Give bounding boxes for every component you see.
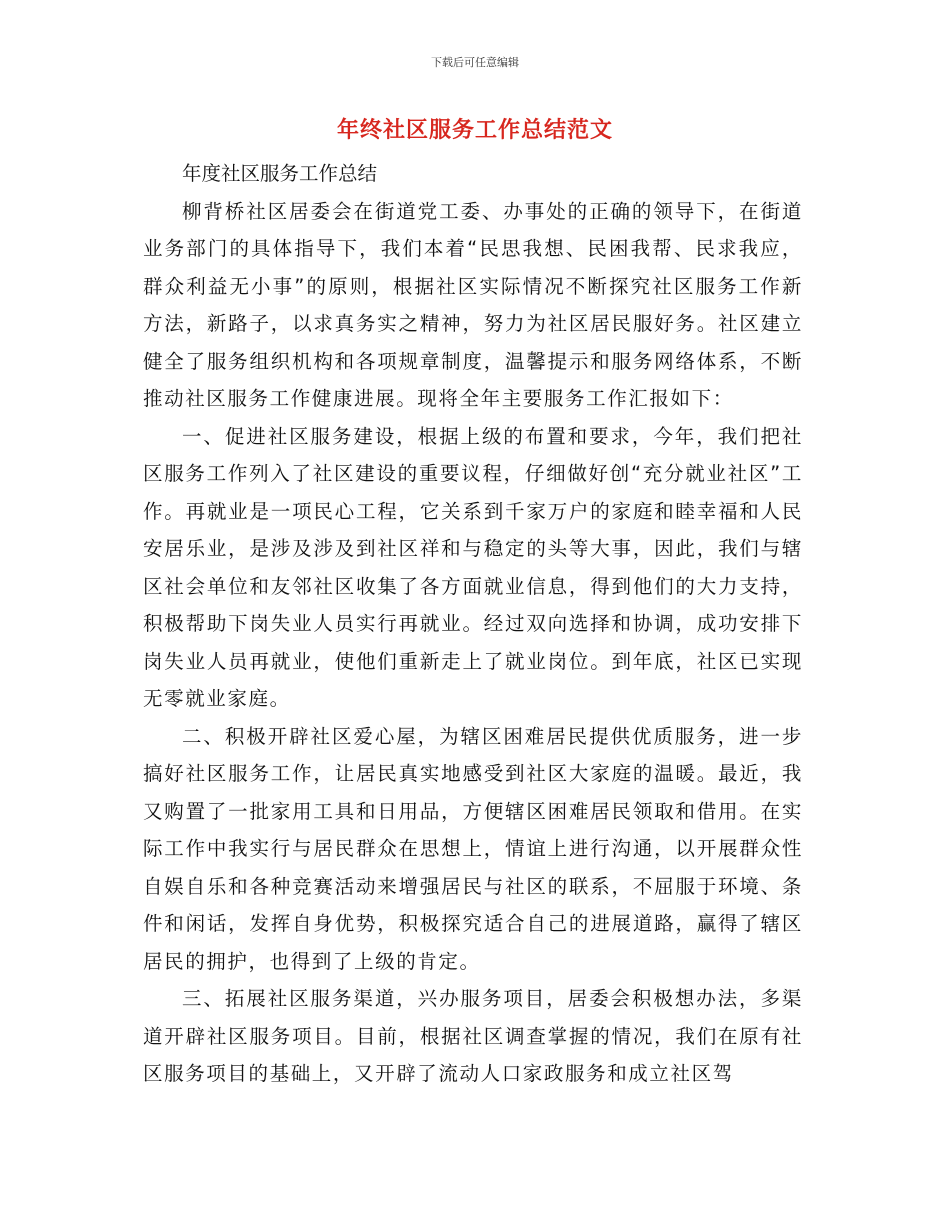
paragraph-section-3: 三、拓展社区服务渠道，兴办服务项目，居委会积极想办法，多渠道开辟社区服务项目。目前，根据社区调查掌握的情况，我们在原有社区服务项目的基础上，又开辟了流动人口家政服务和成立社区驾 — [143, 987, 803, 1085]
paragraph-section-1: 一、促进社区服务建设，根据上级的布置和要求，今年，我们把社区服务工作列入了社区建设的重要议程，仔细做好创“充分就业社区”工作。再就业是一项民心工程，它关系到千家万户的家庭和睦幸福和人民安居乐业，是涉及涉及到社区祥和与稳定的头等大事，因此，我们与辖区社会单位和友邻社区收集了各方面就业信息，得到他们的大力支持，积极帮助下岗失业人员实行再就业。经过双向选择和协调，成功安排下岗失业人员再就业，使他们重新走上了就业岗位。到年底，社区已实现无零就业家庭。 — [143, 424, 803, 710]
document-subtitle: 年度社区服务工作总结 — [182, 162, 378, 185]
document-body — [143, 155, 803, 1093]
header-note: 下载后可任意编辑 — [431, 56, 519, 69]
document-title: 年终社区服务工作总结范文 — [336, 118, 613, 143]
paragraph-intro: 柳背桥社区居委会在街道党工委、办事处的正确的领导下，在街道业务部门的具体指导下，我们本着“民思我想、民困我帮、民求我应，群众利益无小事”的原则，根据社区实际情况不断探究社区服务工作新方法，新路子，以求真务实之精神，努力为社区居民服好务。社区建立健全了服务组织机构和各项规章制度，温馨提示和服务网络体系，不断推动社区服务工作健康进展。现将全年主要服务工作汇报如下： — [143, 199, 803, 410]
paragraph-section-2: 二、积极开辟社区爱心屋，为辖区困难居民提供优质服务，进一步搞好社区服务工作，让居民真实地感受到社区大家庭的温暖。最近，我又购置了一批家用工具和日用品，方便辖区困难居民领取和借用。在实际工作中我实行与居民群众在思想上，情谊上进行沟通，以开展群众性自娱自乐和各种竞赛活动来增强居民与社区的联系，不屈服于环境、条件和闲话，发挥自身优势，积极探究适合自己的进展道路，赢得了辖区居民的拥护，也得到了上级的肯定。 — [143, 724, 803, 973]
